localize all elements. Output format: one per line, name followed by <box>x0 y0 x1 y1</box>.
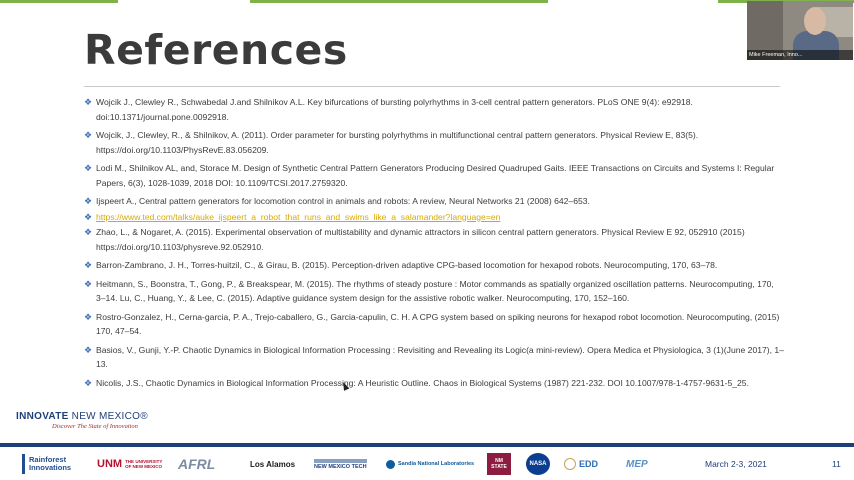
mep-logo: MEP <box>626 458 648 470</box>
reference-item: ❖ Ijspeert A., Central pattern generators for locomotion control in animals and robots: A review, Neural Networks 21 (2008) 642–653. <box>84 194 784 209</box>
slide-footer <box>0 447 854 480</box>
presentation-date: March 2-3, 2021 <box>705 459 767 469</box>
references-list <box>84 95 784 394</box>
reference-item: ❖ Rostro-Gonzalez, H., Cerna-garcia, P. A., Trejo-caballero, G., Garcia-capulin, C. H. A CPG system based on spiking neurons for hexapod robot locomotion. Neurocomputing, (2015) 170, 47–54. <box>84 311 780 336</box>
diamond-bullet-icon: ❖ <box>84 311 93 322</box>
reference-item: ❖ Lodi M., Shilnikov AL, and, Storace M. Design of Synthetic Central Pattern Generators Producing Desired Quadruped Gaits. IEEE Transactions on Circuits and Systems I: Regular Papers, 6(3), 1028-1039, 2018 DOI: 10.1109/TCSI.2017.2759320. <box>84 163 775 188</box>
edd-logo: EDD <box>564 453 614 475</box>
top-accent-strip <box>0 0 854 3</box>
diamond-bullet-icon: ❖ <box>84 377 93 388</box>
innovate-new-mexico-logo: INNOVATE NEW MEXICO® Discover The State of Innovation <box>16 411 148 430</box>
participant-video-tile[interactable] <box>747 1 853 60</box>
los-alamos-logo: Los Alamos <box>250 459 296 469</box>
reference-item: ❖ Wojcik, J., Clewley, R., & Shilnikov, A. (2011). Order parameter for bursting polyrhythms in multifunctional central pattern generators. Physical Review E, 83(5). https://doi.org/10.1103/PhysRevE.83.056209. <box>84 130 699 155</box>
participant-avatar <box>804 7 826 35</box>
diamond-bullet-icon: ❖ <box>84 130 93 140</box>
unm-logo: UNM THE UNIVERSITY OF NEW MEXICO <box>97 458 163 470</box>
diamond-bullet-icon: ❖ <box>84 260 93 270</box>
reference-item: ❖ Wojcik J., Clewley R., Schwabedal J.and Shilnikov A.L. Key bifurcations of bursting polyrhythms in 3-cell central pattern generators. PLoS ONE 9(4): e92918. doi:10.1371/journal.pone.0092918. <box>84 97 693 122</box>
slide-number: 11 <box>832 459 841 469</box>
rainforest-innovations-logo: Rainforest Innovations <box>22 453 88 475</box>
title-divider <box>84 86 780 87</box>
diamond-bullet-icon: ❖ <box>84 163 93 173</box>
new-mexico-tech-logo: NEW MEXICO TECH <box>314 453 374 475</box>
reference-link-item[interactable] <box>84 210 784 225</box>
diamond-bullet-icon: ❖ <box>84 344 93 355</box>
reference-item: ❖ Barron-Zambrano, J. H., Torres-huitzil, C., & Girau, B. (2015). Perception-driven adaptive CPG-based locomotion for hexapod robots. Neurocomputing, 170, 63–78. <box>84 258 784 273</box>
participant-name: Mike Freeman, Inno... <box>747 50 853 60</box>
reference-item: ❖ Heitmann, S., Boonstra, T., Gong, P., & Breakspear, M. (2015). The rhythms of steady posture : Motor commands as spatially organized oscillation patterns. Neurocomputing, 170, 3–14. Lu, C., Huang, Y., & Lee, C. (2015). Adaptive guidance system design for the assistive robotic walker. Neurocomputing, 170, 152–160. <box>84 278 774 303</box>
reference-item: ❖ Zhao, L., & Nogaret, A. (2015). Experimental observation of multistability and dynamic attractors in silicon central pattern generators. Physical Review E 92, 052910 (2015) https://doi.org/10.1103/physreve.92.052910. <box>84 227 745 252</box>
nmsu-logo: NM STATE <box>487 453 511 475</box>
diamond-bullet-icon: ❖ <box>84 97 93 107</box>
slide-title: References <box>84 26 348 74</box>
diamond-bullet-icon: ❖ <box>84 227 93 237</box>
diamond-bullet-icon: ❖ <box>84 196 93 206</box>
ted-talk-link[interactable]: https://www.ted.com/talks/auke_ijspeert_a_robot_that_runs_and_swims_like_a_salamander?language=en <box>96 211 501 222</box>
sandia-logo: Sandia National Laboratories <box>386 453 478 475</box>
diamond-bullet-icon: ❖ <box>84 211 93 222</box>
reference-item: ❖ Nicolis, J.S., Chaotic Dynamics in Biological Information Processing: A Heuristic Outline. Chaos in Biological Systems (1987) 221-232. DOI 10.1007/978-1-4757-9631-5_25. <box>84 376 784 391</box>
diamond-bullet-icon: ❖ <box>84 278 93 289</box>
reference-item: ❖ Basios, V., Gunji, Y.-P. Chaotic Dynamics in Biological Information Processing : Revisiting and Revealing its Logic(a mini-review). Opera Medica et Physiologica, 3 (1)(June 2017), 1–13. <box>84 344 784 369</box>
afrl-logo: AFRL <box>178 456 216 472</box>
nasa-logo: NASA <box>525 453 551 475</box>
